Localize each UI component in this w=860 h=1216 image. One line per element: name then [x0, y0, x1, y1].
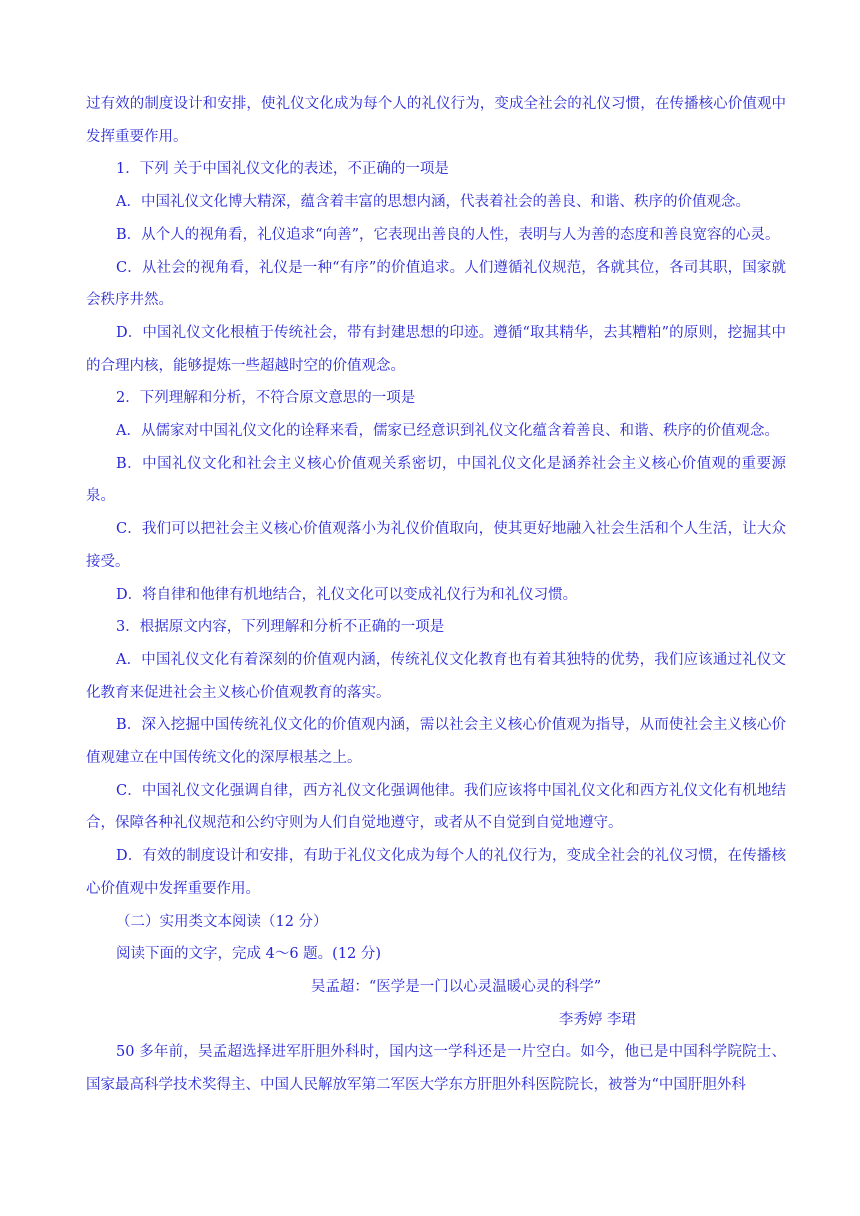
question-2: 2．下列理解和分析，不符合原文意思的一项是: [116, 390, 416, 407]
reading-instruction: 阅读下面的文字，完成 4～6 题。(12 分): [116, 946, 382, 963]
document-page: [86, 88, 786, 1102]
q1-option-a: A．中国礼仪文化博大精深，蕴含着丰富的思想内涵，代表着社会的善良、和谐、秩序的价值观念。: [116, 194, 750, 211]
article-title: 吴孟超：“医学是一门以心灵温暖心灵的科学”: [310, 978, 602, 995]
q3-option-c: C．中国礼仪文化强调自律，西方礼仪文化强调他律。我们应该将中国礼仪文化和西方礼仪文化有机地结合，保障各种礼仪规范和公约守则为人们自觉地遵守，或者从不自觉到自觉地遵守。: [86, 782, 786, 832]
continued-paragraph: 过有效的制度设计和安排，使礼仪文化成为每个人的礼仪行为，变成全社会的礼仪习惯，在传播核心价值观中发挥重要作用。: [86, 96, 786, 145]
section-heading: （二）实用类文本阅读（12 分）: [116, 913, 328, 930]
q1-option-c: C．从社会的视角看，礼仪是一种“有序”的价值追求。人们遵循礼仪规范，各就其位，各司其职，国家就会秩序井然。: [86, 259, 786, 309]
q2-option-d: D．将自律和他律有机地结合，礼仪文化可以变成礼仪行为和礼仪习惯。: [116, 586, 578, 603]
question-1: 1．下列 关于中国礼仪文化的表述，不正确的一项是: [116, 161, 449, 178]
q3-option-d: D．有效的制度设计和安排，有助于礼仪文化成为每个人的礼仪行为，变成全社会的礼仪习惯，在传播核心价值观中发挥重要作用。: [86, 848, 786, 897]
q2-option-a: A．从儒家对中国礼仪文化的诠释来看，儒家已经意识到礼仪文化蕴含着善良、和谐、秩序的价值观念。: [116, 423, 779, 440]
q1-option-b: B．从个人的视角看，礼仪追求“向善”，它表现出善良的人性，表明与人为善的态度和善良宽容的心灵。: [116, 226, 780, 243]
article-authors: 李秀婷 李珺: [558, 1011, 636, 1028]
q1-option-d: D．中国礼仪文化根植于传统社会，带有封建思想的印迹。遵循“取其精华，去其糟粕”的原则，挖掘其中的合理内核，能够提炼一些超越时空的价值观念。: [86, 324, 786, 374]
q2-option-b: B．中国礼仪文化和社会主义核心价值观关系密切，中国礼仪文化是涵养社会主义核心价值观的重要源泉。: [86, 455, 786, 505]
article-paragraph: 50 多年前，吴孟超选择进军肝胆外科时，国内这一学科还是一片空白。如今，他已是中国科学院院士、国家最高科学技术奖得主、中国人民解放军第二军医大学东方肝胆外科医院院长，被誉为“中国肝胆外科: [86, 1044, 786, 1094]
q3-option-a: A．中国礼仪文化有着深刻的价值观内涵，传统礼仪文化教育也有着其独特的优势，我们应该通过礼仪文化教育来促进社会主义核心价值观教育的落实。: [86, 651, 786, 701]
q2-option-c: C．我们可以把社会主义核心价值观落小为礼仪价值取向，使其更好地融入社会生活和个人生活，让大众接受。: [86, 521, 786, 570]
q3-option-b: B．深入挖掘中国传统礼仪文化的价值观内涵，需以社会主义核心价值观为指导，从而使社会主义核心价值观建立在中国传统文化的深厚根基之上。: [86, 717, 786, 767]
question-3: 3．根据原文内容，下列理解和分析不正确的一项是: [116, 619, 445, 636]
